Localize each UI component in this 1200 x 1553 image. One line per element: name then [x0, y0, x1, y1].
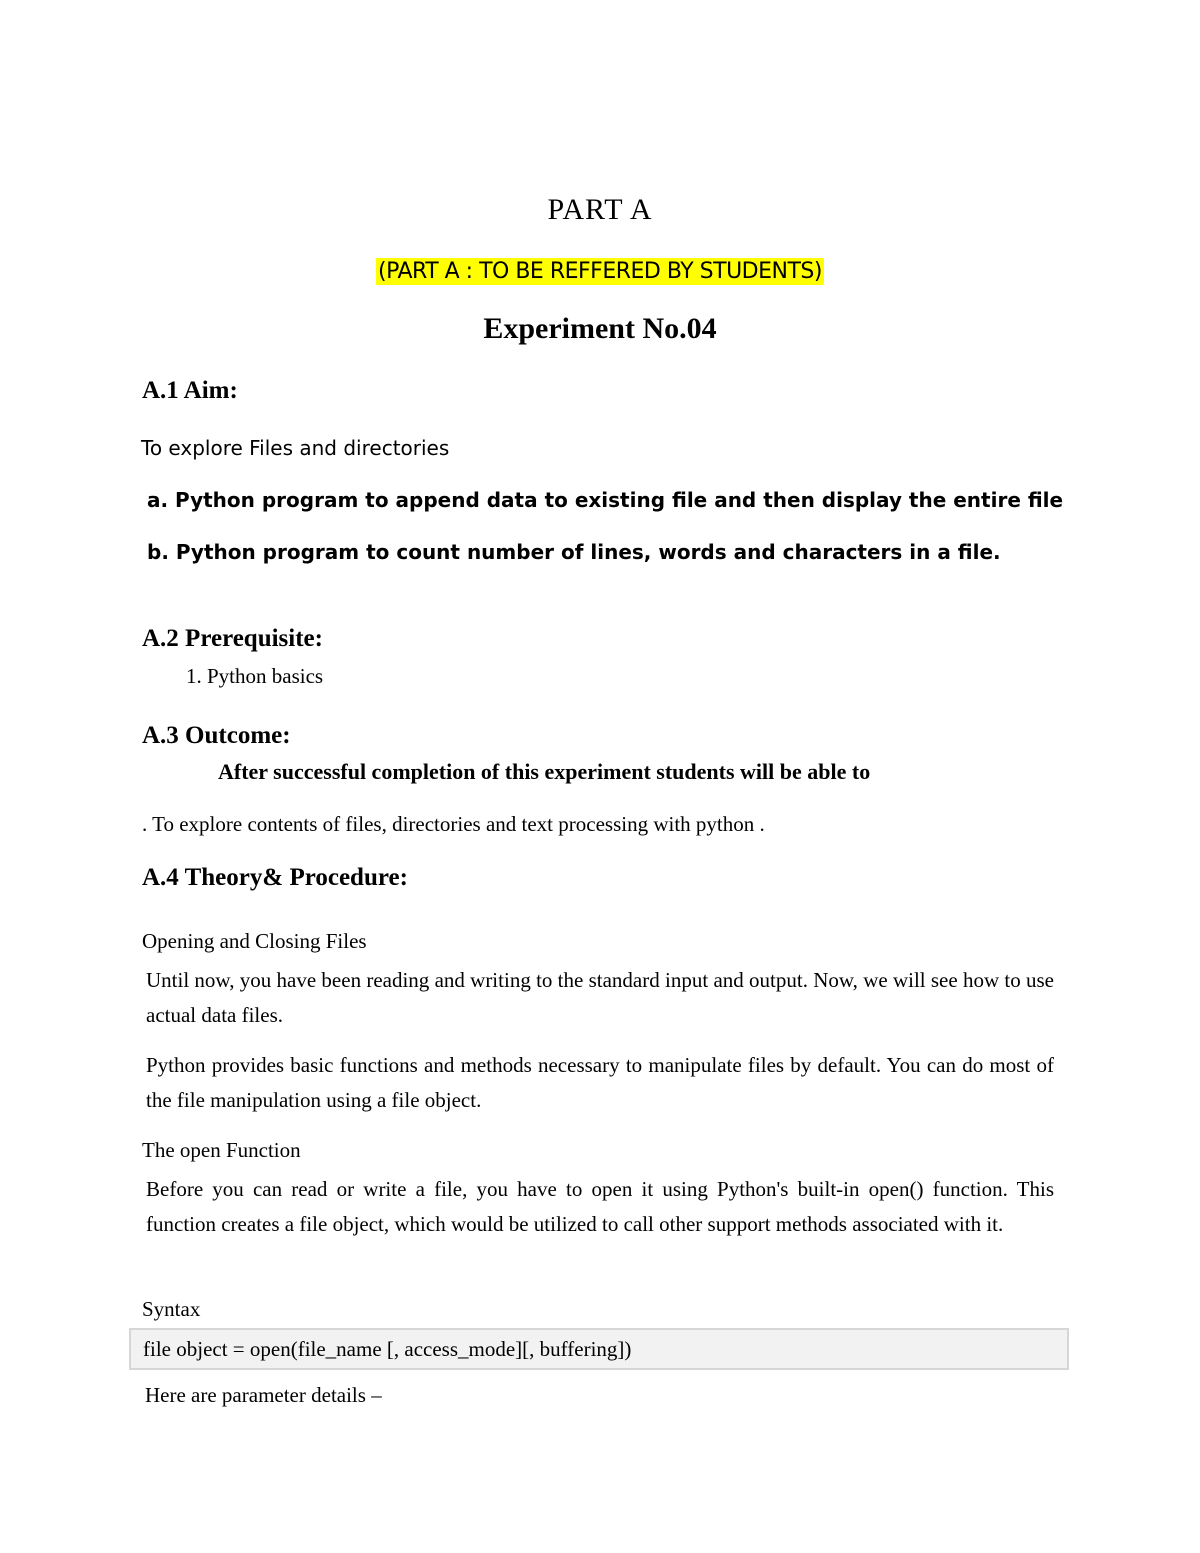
- syntax-code-box: [129, 1328, 1069, 1370]
- prerequisite-heading: A.2 Prerequisite:: [142, 625, 323, 652]
- outcome-heading: A.3 Outcome:: [142, 722, 291, 749]
- experiment-title: Experiment No.04: [483, 312, 717, 345]
- syntax-code: file object = open(file_name [, access_mode][, buffering]): [143, 1337, 632, 1361]
- open-function-title: The open Function: [142, 1138, 301, 1162]
- theory-heading: A.4 Theory& Procedure:: [142, 864, 408, 891]
- prerequisite-item: 1. Python basics: [186, 664, 324, 688]
- opening-closing-paragraph-1: Until now, you have been reading and writing to the standard input and output. Now, we will see how to use actual data files.: [146, 968, 1054, 1027]
- opening-closing-title: Opening and Closing Files: [142, 929, 367, 953]
- part-subtitle: (PART A : TO BE REFFERED BY STUDENTS): [378, 259, 822, 284]
- aim-item-b: b. Python program to count number of lines, words and characters in a file.: [147, 540, 1001, 564]
- aim-item-a: a. Python program to append data to existing file and then display the entire file: [147, 488, 1064, 512]
- open-function-paragraph: Before you can read or write a file, you have to open it using Python's built-in open() function. This function creates a file object, which would be utilized to call other support methods associated with it.: [146, 1177, 1054, 1236]
- syntax-label: Syntax: [142, 1297, 201, 1321]
- aim-intro: To explore Files and directories: [141, 436, 450, 460]
- part-subtitle-container: [0, 258, 1200, 285]
- outcome-item: . To explore contents of files, directories and text processing with python .: [142, 812, 765, 836]
- outcome-lead: After successful completion of this experiment students will be able to: [218, 759, 871, 784]
- part-title: PART A: [547, 193, 653, 226]
- parameters-intro: Here are parameter details –: [145, 1383, 382, 1407]
- aim-heading: A.1 Aim:: [142, 377, 238, 404]
- opening-closing-paragraph-2: Python provides basic functions and methods necessary to manipulate files by default. You can do most of the file manipulation using a file object.: [146, 1053, 1054, 1112]
